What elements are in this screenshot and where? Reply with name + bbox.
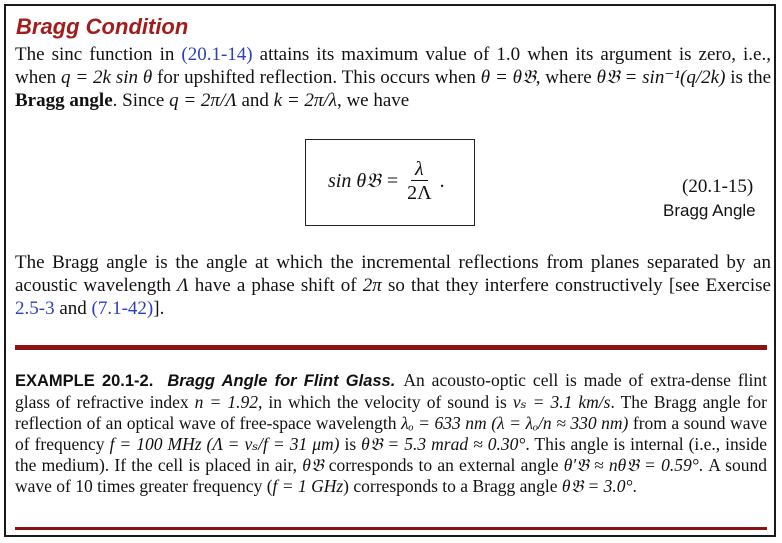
math-expression: θ′𝔅 ≈ nθ𝔅 = 0.59°: [563, 455, 699, 475]
math-expression: λₒ = 633 nm (λ = λₒ/n ≈ 330 nm): [401, 413, 629, 433]
example-divider-bottom: [15, 527, 767, 530]
math-expression: vₛ = 3.1 km/s: [512, 392, 611, 412]
paragraph-bragg-angle-definition: [15, 251, 771, 320]
math-expression: f = 1 GHz: [272, 476, 344, 496]
equation-period: .: [439, 170, 445, 192]
text-run: ) corresponds to a Bragg angle: [343, 476, 562, 496]
equation-name: Bragg Angle: [663, 201, 756, 220]
text-run: . This angle is internal (i.e., inside the medium). If the cell is placed in air,: [15, 434, 767, 475]
math-expression: q = 2π/Λ: [169, 90, 237, 111]
example-title: Bragg Angle for Flint Glass.: [167, 372, 396, 390]
text-run: so that they interfere constructively [see Exercise: [381, 275, 771, 296]
section-heading: Bragg Condition: [16, 14, 189, 39]
text-run: corresponds to an external angle: [323, 455, 564, 475]
text-run: , where: [535, 67, 597, 88]
text-run: attains its maximum value of 1.0 when its argument is zero, i.e., when: [15, 44, 771, 88]
exercise-link[interactable]: 2.5-3: [15, 298, 55, 319]
equation-lhs: sin θ𝔅 =: [328, 170, 400, 192]
text-run: and: [54, 298, 92, 319]
math-expression: θ𝔅 = sin⁻¹(q/2k): [596, 67, 726, 88]
equation-fraction: [403, 158, 436, 205]
text-run: An acousto-optic cell is made of extra-dense flint glass of refractive index: [15, 370, 768, 412]
text-run: and: [236, 90, 274, 111]
text-run: for upshifted reflection. This occurs when: [152, 67, 481, 88]
example-label: EXAMPLE 20.1-2.: [15, 372, 154, 390]
example-block: [15, 370, 767, 497]
equation-box: [305, 139, 475, 226]
text-run: . Since: [112, 90, 170, 111]
text-run: , we have: [336, 90, 410, 111]
math-expression: k = 2π/λ: [273, 90, 337, 111]
text-run: . The Bragg angle for reflection of an optical wave of free-space wavelength: [15, 392, 767, 433]
fraction-denominator: 2Λ: [407, 182, 432, 204]
math-expression: q = 2k sin θ: [61, 67, 153, 88]
text-run: The Bragg angle is the angle at which the incremental reflections from planes separated by an acoustic wavelength: [15, 252, 771, 296]
paragraph-bragg-condition: [15, 43, 771, 112]
text-run: is the: [725, 67, 771, 88]
fraction-numerator: λ: [411, 158, 428, 181]
text-run: , in which the velocity of sound is: [257, 392, 513, 412]
math-expression: θ = θ𝔅: [480, 67, 536, 88]
math-expression: 2π: [362, 275, 382, 296]
text-run: is: [339, 434, 362, 454]
math-expression: n = 1.92: [194, 392, 258, 412]
math-expression: θ𝔅 = 3.0°: [561, 476, 633, 496]
text-run: have a phase shift of: [188, 275, 363, 296]
text-run: The sinc function in: [15, 44, 182, 65]
text-run: ].: [153, 298, 165, 319]
bragg-equation: [328, 158, 445, 205]
example-divider-top: [15, 345, 767, 350]
math-expression: Λ: [177, 275, 189, 296]
text-run: .: [632, 476, 637, 496]
math-expression: θ𝔅: [302, 455, 324, 475]
math-expression: θ𝔅 = 5.3 mrad ≈ 0.30°: [361, 434, 526, 454]
text-run: from a sound wave of frequency: [15, 413, 767, 454]
equation-link[interactable]: (20.1-14): [181, 44, 253, 65]
equation-number: (20.1-15): [682, 176, 754, 197]
bold-term: Bragg angle: [15, 90, 113, 111]
equation-link[interactable]: (7.1-42): [91, 298, 154, 319]
text-run: . A sound wave of 10 times greater frequency (: [15, 455, 767, 496]
math-expression: f = 100 MHz (Λ = vₛ/f = 31 μm): [109, 434, 340, 454]
